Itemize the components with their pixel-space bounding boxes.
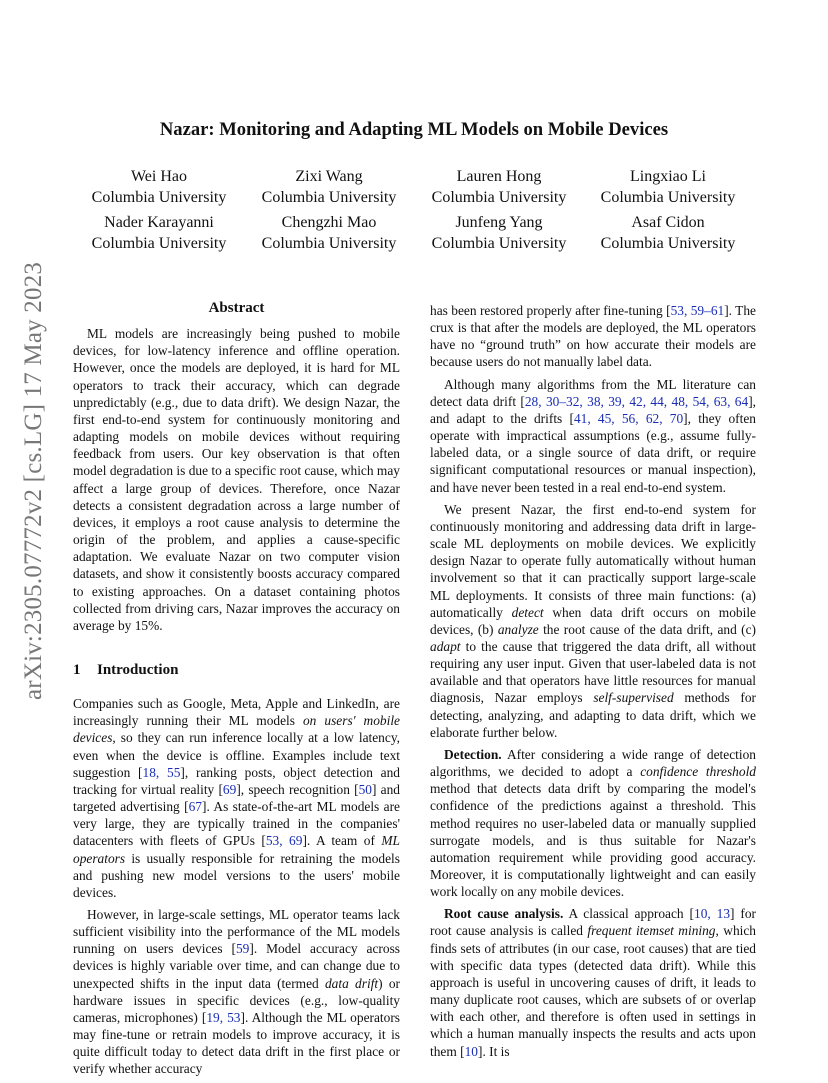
citation-link[interactable]: 53, 69 xyxy=(265,833,303,849)
author-affiliation: Columbia University xyxy=(261,189,397,206)
intro-paragraph-2: However, in large-scale settings, ML operator teams lack sufficient visibility into the performance of the ML models running on users devices [59]. Model accuracy across devices is highly variable over time, and can change due to unexpected shifts in the input data (termed data drift) or hardware issues in specific devices (e.g., low-quality cameras, microphones) [19, 53]. Although the ML operators may fine-tune or retrain models to improve accuracy, it is quite difficult today to detect data drift in the first place or verify whether accuracy xyxy=(73,907,400,1077)
paragraph-root-cause: Root cause analysis. A classical approach [10, 13] for root cause analysis is called frequent itemset mining, which finds sets of attributes (in our case, root causes) that are tied with specific data types (detected data drift). While this approach is useful in uncovering causes of drift, it leads to many duplicate root causes, which are subsets of or overlap with each other, and therefore is often used in settings in which a human manually inspects the results and acts upon them [10]. It is xyxy=(430,906,757,1059)
citation-link[interactable]: 18, 55 xyxy=(142,764,181,780)
section-number: 1 xyxy=(73,661,81,678)
paragraph-continued: has been restored properly after fine-tuning [53, 59–61]. The crux is that after the models are deployed, the ML operators have no “ground truth” on how accurate their models are because users do not manually label data. xyxy=(430,303,756,370)
author-name: Wei Hao xyxy=(130,168,188,185)
author-name: Asaf Cidon xyxy=(631,214,705,231)
paragraph-lead: Root cause analysis. xyxy=(444,906,564,922)
citation-link[interactable]: 28, 30–32, 38, 39, 42, 44, 48, 54, 63, 64 xyxy=(524,393,749,409)
left-column xyxy=(73,300,400,1083)
author-affiliation: Columbia University xyxy=(91,235,227,252)
author-name: Lauren Hong xyxy=(456,168,542,185)
paragraph-detection: Detection. After considering a wide range of detection algorithms, we decided to adopt a confidence threshold method that detects data drift by comparing the model's confidence of the predictions against a threshold. This method requires no user-labeled data or manually supplied surrogate models, and is thus suitable for Nazar's automation requirement while providing good accuracy. Moreover, it is computationally lightweight and can easily work locally on any mobile devices. xyxy=(430,746,756,900)
author-name: Chengzhi Mao xyxy=(281,214,377,231)
citation-link[interactable]: 59 xyxy=(235,941,250,957)
paper-title: Nazar: Monitoring and Adapting ML Models on Mobile Devices xyxy=(159,119,669,140)
author-affiliation: Columbia University xyxy=(431,235,567,252)
author-name: Lingxiao Li xyxy=(630,168,706,185)
paragraph-present-nazar: We present Nazar, the first end-to-end system for continuously monitoring and addressing data drift in large-scale ML deployments on mobile devices. We explicitly design Nazar to operate fully automatically without human involvement so that it can practically support large-scale ML deployments. It consists of three main functions: (a) automatically detect when data drift occurs on mobile devices, (b) analyze the root cause of the data drift, and (c) adapt to the cause that triggered the data drift, all without requiring any user input. Given that user-labeled data is not available and that operators have little resources for manual diagnosis, Nazar employs self-supervised methods for detecting, analyzing, and adapting to data drift, which we elaborate further below. xyxy=(430,501,756,740)
citation-link[interactable]: 19, 53 xyxy=(206,1009,241,1025)
section-title: Introduction xyxy=(97,661,179,678)
author-affiliation: Columbia University xyxy=(600,189,736,206)
citation-link[interactable]: 53, 59–61 xyxy=(670,303,725,318)
abstract-text: ML models are increasingly being pushed to mobile devices, for low-latency inference and offline operation. However, once the models are deployed, it is hard for ML operators to track their accuracy, which can degrade unpredictably (e.g., due to data drift). We design Nazar, the first end-to-end system for continuously monitoring and adapting models on mobile devices without requiring feedback from users. Our key observation is that often model degradation is due to a specific root cause, which may affect a large group of devices. Therefore, once Nazar detects a consistent degradation across a large number of devices, it employs a root cause analysis to determine the origin of the problem, and applies a cause-specific adaptation. We evaluate Nazar on two computer vision datasets, and show it consistently boosts accuracy compared to existing approaches. On a dataset containing photos collected from driving cars, Nazar improves the accuracy on average by 15%. xyxy=(73,326,400,633)
citation-link[interactable]: 50 xyxy=(358,781,372,797)
author-affiliation: Columbia University xyxy=(431,189,567,206)
paragraph-drift-algorithms: Although many algorithms from the ML literature can detect data drift [28, 30–32, 38, 39, 42, 44, 48, 54, 63, 64], and adapt to the drifts [41, 45, 56, 62, 70], they often operate with impractical assumptions (e.g., assume fully-labeled data, or a single source of data drift, or require significant computational resources or manual inspection), and have never been tested in a real end-to-end system. xyxy=(430,376,757,495)
author-block xyxy=(568,212,768,254)
citation-link[interactable]: 67 xyxy=(188,799,202,815)
citation-link[interactable]: 41, 45, 56, 62, 70 xyxy=(573,410,684,426)
author-block xyxy=(568,166,768,208)
author-affiliation: Columbia University xyxy=(91,189,227,206)
right-column xyxy=(430,302,756,1065)
author-name: Zixi Wang xyxy=(295,168,363,185)
intro-paragraph-1: Companies such as Google, Meta, Apple and LinkedIn, are increasingly running their ML models on users' mobile devices, so they can run inference locally at a low latency, even when the device is offline. Examples include text suggestion [18, 55], ranking posts, object detection and tracking for virtual reality [69], speech recognition [50] and targeted advertising [67]. As state-of-the-art ML models are very large, they are typically trained in the companies' datacenters with fleets of GPUs [53, 69]. A team of ML operators is usually responsible for retraining the models and pushing new model versions to the users' mobile devices. xyxy=(73,696,400,900)
abstract-heading: Abstract xyxy=(208,300,265,316)
author-name: Junfeng Yang xyxy=(455,214,543,231)
section-heading-introduction xyxy=(73,662,400,679)
citation-link[interactable]: 69 xyxy=(222,781,237,797)
citation-link[interactable]: 10, 13 xyxy=(694,906,731,922)
author-name: Nader Karayanni xyxy=(104,214,214,231)
author-affiliation: Columbia University xyxy=(600,235,736,252)
author-affiliation: Columbia University xyxy=(261,235,397,252)
arxiv-identifier: arXiv:2305.07772v2 [cs.LG] 17 May 2023 xyxy=(20,261,47,700)
paragraph-lead: Detection. xyxy=(444,746,502,762)
citation-link[interactable]: 10 xyxy=(464,1043,478,1059)
